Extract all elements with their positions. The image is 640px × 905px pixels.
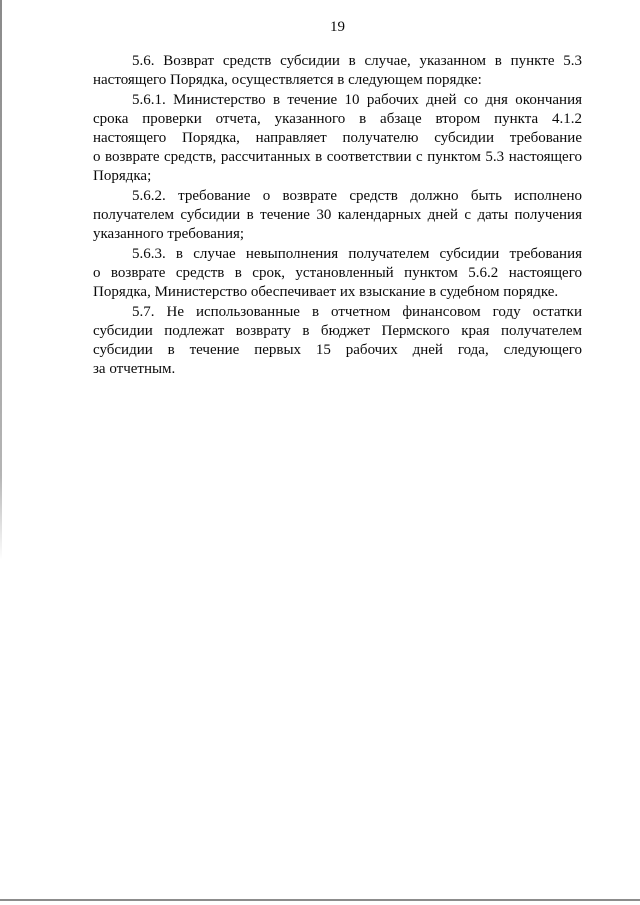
paragraph-line: получателем субсидии в течение 30 календарных дней с даты получения <box>93 207 582 223</box>
page-number: 19 <box>330 19 345 35</box>
paragraph-line: за отчетным. <box>93 361 176 377</box>
paragraph-line: настоящего Порядка, направляет получателю субсидии требование <box>93 130 582 146</box>
paragraph-line: субсидии в течение первых 15 рабочих дней года, следующего <box>93 342 582 358</box>
document-body <box>93 52 582 380</box>
paragraph-line: Порядка, Министерство обеспечивает их взыскание в судебном порядке. <box>93 284 559 300</box>
paragraph-5-6 <box>93 52 582 90</box>
paragraph-5-6-2 <box>93 187 582 244</box>
paragraph-line: Порядка; <box>93 168 152 184</box>
paragraph-line: срока проверки отчета, указанного в абзаце втором пункта 4.1.2 <box>93 111 582 127</box>
paragraph-line: указанного требования; <box>93 226 245 242</box>
paragraph-line: 5.6.2. требование о возврате средств должно быть исполнено <box>132 188 582 204</box>
paragraph-5-7 <box>93 303 582 379</box>
paragraph-line: настоящего Порядка, осуществляется в следующем порядке: <box>93 72 482 88</box>
scan-edge-bottom <box>0 899 640 901</box>
paragraph-line: 5.6.1. Министерство в течение 10 рабочих дней со дня окончания <box>132 92 582 108</box>
paragraph-line: 5.7. Не использованные в отчетном финансовом году остатки <box>132 304 582 320</box>
paragraph-line: о возврате средств в срок, установленный пунктом 5.6.2 настоящего <box>93 265 582 281</box>
paragraph-line: 5.6. Возврат средств субсидии в случае, указанном в пункте 5.3 <box>132 53 582 69</box>
paragraph-line: о возврате средств, рассчитанных в соответствии с пунктом 5.3 настоящего <box>93 149 582 165</box>
paragraph-line: субсидии подлежат возврату в бюджет Пермского края получателем <box>93 323 582 339</box>
paragraph-5-6-1 <box>93 91 582 186</box>
paragraph-5-6-3 <box>93 245 582 302</box>
scan-edge-left <box>0 0 2 560</box>
paragraph-line: 5.6.3. в случае невыполнения получателем субсидии требования <box>132 246 582 262</box>
